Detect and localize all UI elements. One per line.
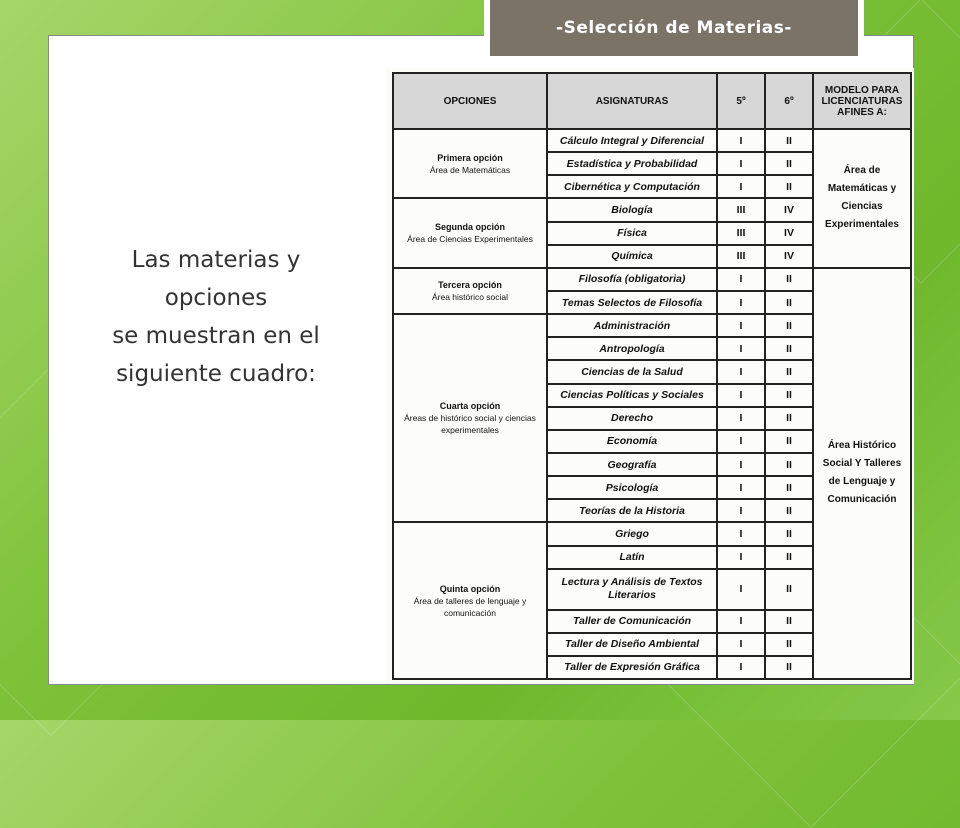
subject-cell: Cibernética y Computación — [547, 175, 717, 198]
table-row — [393, 268, 911, 291]
grade-fifth-cell: I — [717, 610, 765, 633]
grade-fifth-cell: I — [717, 384, 765, 407]
subject-cell: Taller de Comunicación — [547, 610, 717, 633]
option-cell — [393, 522, 547, 679]
subject-cell: Cálculo Integral y Diferencial — [547, 129, 717, 152]
grade-fifth-cell: I — [717, 268, 765, 291]
intro-line: opciones — [164, 285, 268, 311]
grade-sixth-cell: II — [765, 291, 813, 314]
subject-cell: Economía — [547, 430, 717, 453]
model-cell: Área Histórico Social Y Talleres de Lenguaje y Comunicación — [813, 268, 911, 679]
option-cell — [393, 198, 547, 267]
option-name: Segunda opción — [434, 222, 505, 233]
grade-sixth-cell: II — [765, 476, 813, 499]
subjects-table — [392, 72, 912, 680]
grade-sixth-cell: IV — [765, 222, 813, 245]
grade-fifth-cell: I — [717, 337, 765, 360]
grade-fifth-cell: III — [717, 198, 765, 221]
grade-fifth-cell: I — [717, 633, 765, 656]
grade-sixth-cell: II — [765, 407, 813, 430]
grade-fifth-cell: I — [717, 453, 765, 476]
subject-cell: Psicología — [547, 476, 717, 499]
grade-fifth-cell: I — [717, 430, 765, 453]
grade-fifth-cell: I — [717, 129, 765, 152]
grade-sixth-cell: II — [765, 314, 813, 337]
intro-line: Las materias y — [131, 247, 301, 273]
grade-sixth-cell: II — [765, 499, 813, 522]
option-area: Área de talleres de lenguaje y comunicación — [413, 595, 527, 618]
subject-cell: Biología — [547, 198, 717, 221]
subject-cell: Ciencias Políticas y Sociales — [547, 384, 717, 407]
subject-cell: Estadística y Probabilidad — [547, 152, 717, 175]
header-subjects: ASIGNATURAS — [547, 73, 717, 129]
subject-cell: Geografía — [547, 453, 717, 476]
subject-cell: Derecho — [547, 407, 717, 430]
option-cell — [393, 314, 547, 522]
grade-fifth-cell: I — [717, 407, 765, 430]
grade-sixth-cell: II — [765, 546, 813, 569]
header-options: OPCIONES — [393, 73, 547, 129]
subject-cell: Química — [547, 245, 717, 268]
title-tab — [484, 0, 864, 62]
grade-sixth-cell: II — [765, 522, 813, 545]
grade-sixth-cell: II — [765, 656, 813, 679]
grade-sixth-cell: II — [765, 360, 813, 383]
option-name: Quinta opción — [439, 583, 501, 594]
option-name: Cuarta opción — [439, 401, 501, 412]
grade-fifth-cell: I — [717, 175, 765, 198]
option-area: Área de Ciencias Experimentales — [407, 234, 533, 245]
grade-fifth-cell: III — [717, 222, 765, 245]
option-cell — [393, 129, 547, 198]
table-body — [393, 129, 911, 679]
grade-fifth-cell: I — [717, 656, 765, 679]
intro-line: siguiente cuadro: — [116, 361, 316, 387]
grade-fifth-cell: III — [717, 245, 765, 268]
grade-sixth-cell: II — [765, 633, 813, 656]
grade-sixth-cell: IV — [765, 245, 813, 268]
grade-sixth-cell: II — [765, 152, 813, 175]
grade-sixth-cell: II — [765, 453, 813, 476]
subject-cell: Ciencias de la Salud — [547, 360, 717, 383]
grade-fifth-cell: I — [717, 476, 765, 499]
slide-title: -Selección de Materias- — [490, 0, 858, 56]
subject-cell: Taller de Diseño Ambiental — [547, 633, 717, 656]
option-area: Área de Matemáticas — [429, 164, 511, 175]
subject-cell: Teorías de la Historia — [547, 499, 717, 522]
intro-line: se muestran en el — [112, 323, 320, 349]
scanned-table-image — [386, 68, 914, 684]
grade-sixth-cell: II — [765, 430, 813, 453]
grade-fifth-cell: I — [717, 569, 765, 610]
option-cell — [393, 268, 547, 314]
grade-sixth-cell: IV — [765, 198, 813, 221]
grade-sixth-cell: II — [765, 569, 813, 610]
grade-fifth-cell: I — [717, 522, 765, 545]
grade-sixth-cell: II — [765, 337, 813, 360]
option-area: Áreas de histórico social y ciencias experimentales — [404, 413, 536, 436]
grade-fifth-cell: I — [717, 152, 765, 175]
model-cell: Área de Matemáticas y Ciencias Experimentales — [813, 129, 911, 268]
option-name: Primera opción — [437, 152, 503, 163]
intro-text — [63, 241, 369, 393]
subject-cell: Griego — [547, 522, 717, 545]
grade-sixth-cell: II — [765, 268, 813, 291]
grade-fifth-cell: I — [717, 499, 765, 522]
grade-fifth-cell: I — [717, 546, 765, 569]
grade-sixth-cell: II — [765, 129, 813, 152]
grade-sixth-cell: II — [765, 175, 813, 198]
subject-cell: Física — [547, 222, 717, 245]
subject-cell: Latín — [547, 546, 717, 569]
grade-sixth-cell: II — [765, 610, 813, 633]
grade-fifth-cell: I — [717, 291, 765, 314]
subject-cell: Antropología — [547, 337, 717, 360]
header-sixth: 6º — [765, 73, 813, 129]
option-name: Tercera opción — [438, 279, 502, 290]
subject-cell: Taller de Expresión Gráfica — [547, 656, 717, 679]
table-row — [393, 129, 911, 152]
subject-cell: Filosofía (obligatoria) — [547, 268, 717, 291]
grade-fifth-cell: I — [717, 360, 765, 383]
grade-sixth-cell: II — [765, 384, 813, 407]
grade-fifth-cell: I — [717, 314, 765, 337]
subject-cell: Lectura y Análisis de Textos Literarios — [547, 569, 717, 610]
header-fifth: 5º — [717, 73, 765, 129]
subject-cell: Temas Selectos de Filosofía — [547, 291, 717, 314]
option-area: Área histórico social — [431, 291, 509, 302]
header-model: MODELO PARA LICENCIATURAS AFINES A: — [813, 73, 911, 129]
subject-cell: Administración — [547, 314, 717, 337]
